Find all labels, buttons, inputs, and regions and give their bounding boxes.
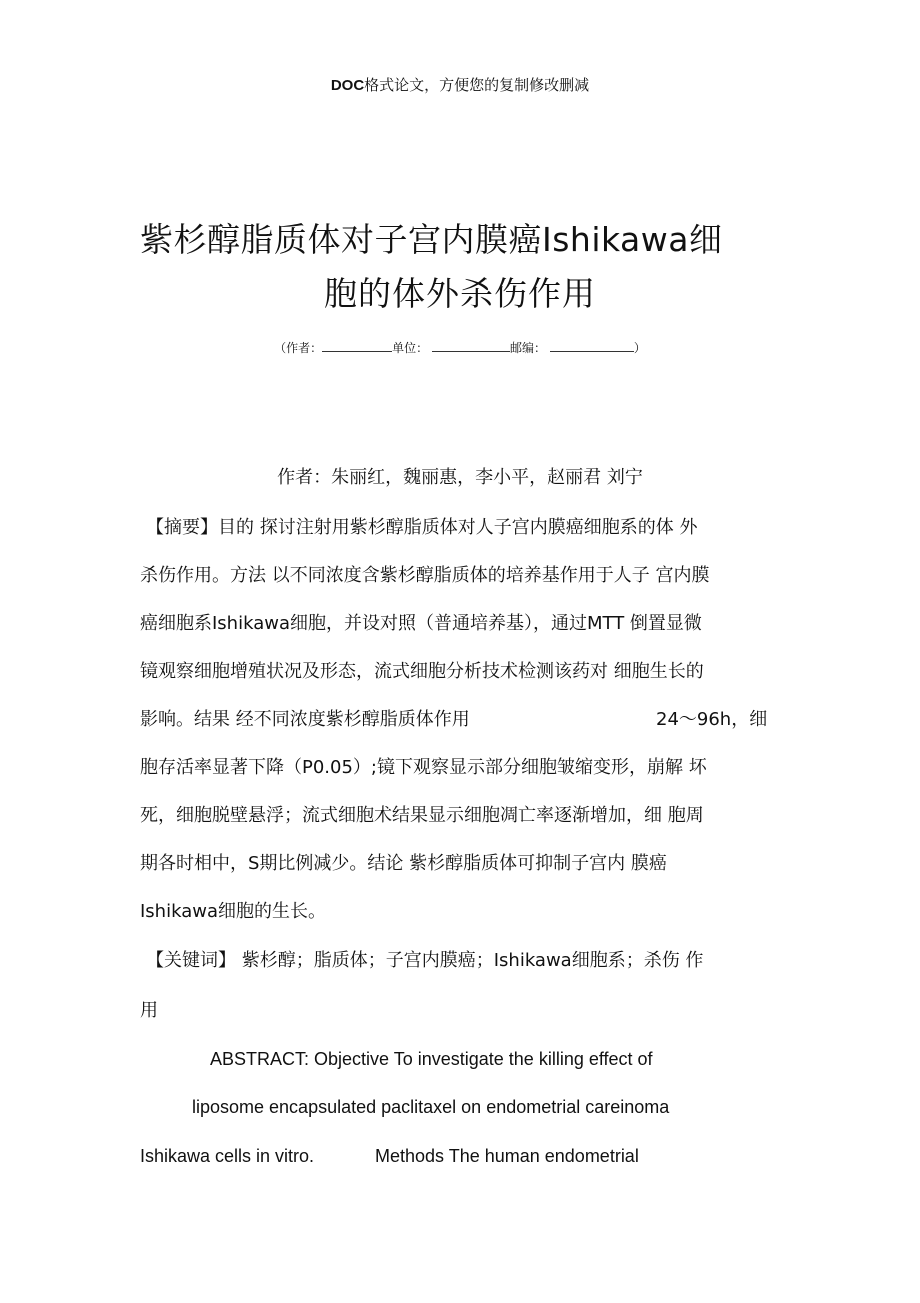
title-line-1: 紫杉醇脂质体对子宫内膜癌Ishikawa细 [140, 220, 723, 259]
meta-unit-label: 单位： [392, 341, 429, 355]
keywords-line: 用 [140, 1000, 158, 1021]
authors-line: 作者：朱丽红，魏丽惠，李小平，赵丽君 刘宁 [277, 467, 643, 488]
abstract-en-line: Methods The human endometrial [375, 1146, 639, 1166]
abstract-cn-line: 期各时相中，S期比例减少。结论 紫杉醇脂质体可抑制子宫内 膜癌 [140, 853, 667, 874]
header-text: 格式论文，方便您的复制修改删减 [364, 76, 590, 94]
author-blank [322, 341, 392, 352]
meta-author-label: （作者： [274, 341, 323, 355]
postcode-blank [550, 341, 634, 352]
meta-close: ） [633, 341, 646, 355]
abstract-cn-line: 影响。结果 经不同浓度紫杉醇脂质体作用 [140, 709, 470, 730]
abstract-cn-line: 癌细胞系Ishikawa细胞，并设对照（普通培养基），通过MTT 倒置显微 [140, 613, 702, 634]
abstract-cn-line: 杀伤作用。方法 以不同浓度含紫杉醇脂质体的培养基作用于人子 宫内膜 [140, 565, 710, 586]
keywords-line: 【关键词】 紫杉醇；脂质体；子宫内膜癌；Ishikawa细胞系；杀伤 作 [146, 950, 704, 971]
abstract-cn-line: 死，细胞脱壁悬浮；流式细胞术结果显示细胞凋亡率逐渐增加，细 胞周 [140, 805, 704, 826]
author-meta-line [0, 339, 920, 356]
header-prefix: DOC [330, 77, 365, 94]
abstract-en-line: Ishikawa cells in vitro. [140, 1146, 315, 1166]
title-line-2: 胞的体外杀伤作用 [324, 274, 596, 313]
abstract-en-line: liposome encapsulated paclitaxel on endometrial careinoma [192, 1097, 670, 1117]
abstract-en-line: ABSTRACT: Objective To investigate the killing effect of [210, 1049, 653, 1069]
abstract-cn-line: Ishikawa细胞的生长。 [140, 901, 326, 922]
meta-postcode-label: 邮编： [510, 341, 547, 355]
unit-blank [432, 341, 510, 352]
abstract-cn-line: 24～96h，细 [656, 709, 768, 730]
page-header [0, 74, 920, 95]
abstract-cn-line: 胞存活率显著下降（P0.05）;镜下观察显示部分细胞皱缩变形，崩解 坏 [140, 757, 707, 778]
abstract-cn-line: 镜观察细胞增殖状况及形态，流式细胞分析技术检测该药对 细胞生长的 [140, 661, 704, 682]
abstract-cn-line: 【摘要】目的 探讨注射用紫杉醇脂质体对人子宫内膜癌细胞系的体 外 [146, 517, 698, 538]
